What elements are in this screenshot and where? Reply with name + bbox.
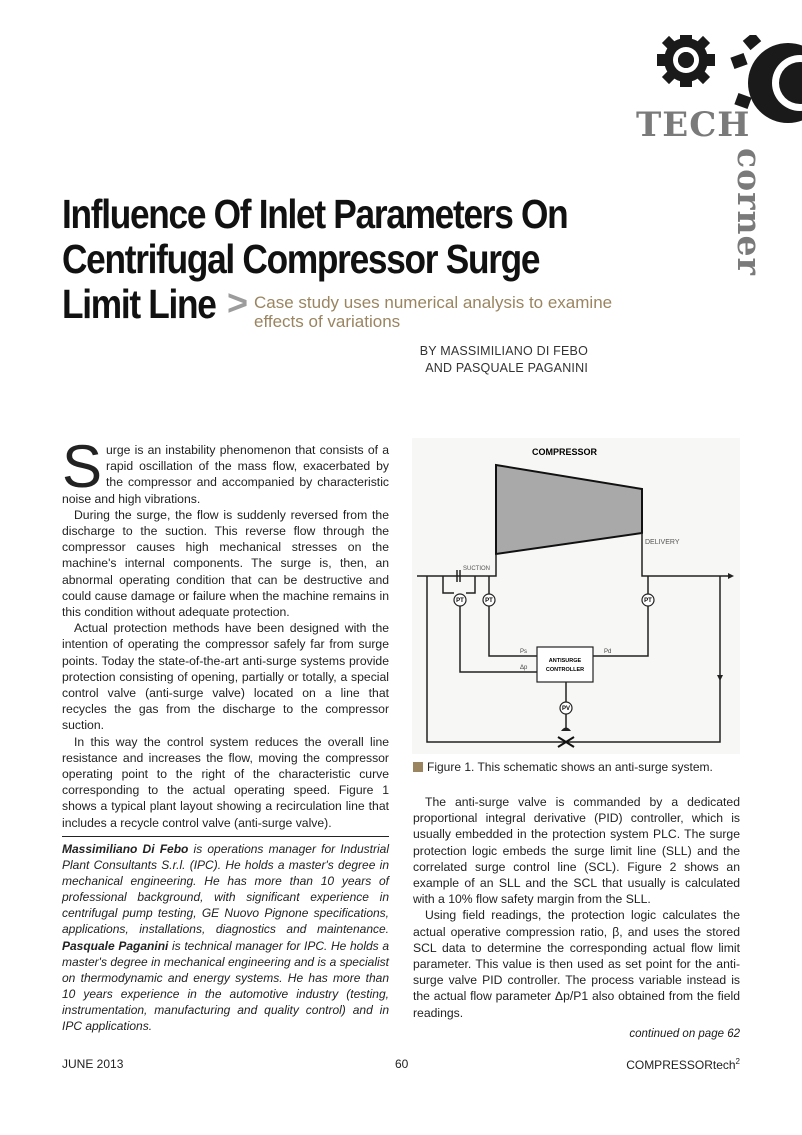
svg-text:Pd: Pd — [604, 649, 612, 655]
bio-text: is operations manager for Industrial Plant Consultants S.r.l. (IPC). He holds a master's degree in mechanical engineering. He has more than 10 years of professional background, with significant experience in centrifugal pump testing, GE Nuovo Pignone specifications, applications, installations, diagnostics and maintenance. — [62, 842, 389, 937]
right-column — [413, 794, 740, 1021]
article-deck: Case study uses numerical analysis to examine effects of variations — [254, 293, 613, 331]
continued-note: continued on page 62 — [629, 1028, 740, 1040]
title-line: Centrifugal Compressor Surge — [62, 236, 540, 282]
logo-word-tech: TECH — [636, 105, 751, 145]
footer-page-number: 60 — [395, 1057, 409, 1071]
antisurge-controller — [537, 647, 593, 682]
bio-text: is technical manager for IPC. He holds a master's degree in mechanical engineering and is a specialist on thermodynamic and energy systems. He has more than 10 years experience in the automotive industry (testing, instrumentation, manufacturing and quality control) and in IPC applications. — [62, 938, 389, 1034]
paragraph: Actual protection methods have been designed with the intention of operating the compressor safely far from surge points. Today the state-of-the-art anti-surge systems provide protection consisting of opening, partially or totally, a special control valve (anti-surge valve) located on a line that recycles the gas from the discharge to the compressor suction. — [62, 621, 389, 733]
svg-text:PT: PT — [456, 598, 464, 604]
title-separator: > — [227, 282, 249, 323]
label-suction: SUCTION — [463, 566, 490, 572]
drop-cap: S — [62, 433, 103, 500]
logo-word-corner: corner — [730, 148, 769, 276]
paragraph: During the surge, the flow is suddenly reversed from the discharge to the suction. This reverse flow through the compressor causes high mechanical stresses on the machine's internal components. The surge is, then, an abnormal operating condition that can be destructive and could cause damage or failure when the machine remains in this condition without adequate protection. — [62, 507, 389, 620]
anti-surge-schematic — [400, 430, 802, 760]
paragraph — [62, 433, 389, 507]
magazine-superscript: 2 — [735, 1057, 740, 1066]
svg-text:Ps: Ps — [520, 649, 528, 655]
caption-marker — [413, 762, 423, 772]
svg-text:CONTROLLER: CONTROLLER — [545, 667, 585, 673]
footer-date: JUNE 2013 — [62, 1057, 124, 1071]
byline-line: AND PASQUALE PAGANINI — [425, 361, 588, 375]
author-name: Massimiliano Di Febo — [62, 842, 189, 856]
caption-text: Figure 1. This schematic shows an anti-surge system. — [427, 760, 713, 774]
figure-1 — [400, 430, 802, 760]
svg-text:PT: PT — [644, 598, 652, 604]
title-line: Influence Of Inlet Parameters On — [62, 191, 568, 237]
svg-text:ANTISURGE: ANTISURGE — [548, 658, 582, 664]
figure-caption — [413, 760, 713, 774]
paragraph: The anti-surge valve is commanded by a dedicated proportional integral derivative (PID) controller, which is usually embedded in the protection system PLC. The surge protection logic embeds the surge limit line (SLL) and the correlated surge control line (SCL). Figure 2 shows an example of an SLL and the SCL that usually is calculated with a 10% flow safety margin from the SLL. — [413, 795, 740, 907]
divider — [62, 836, 389, 837]
byline — [420, 343, 588, 377]
label-delivery: DELIVERY — [645, 539, 680, 546]
left-column — [62, 433, 389, 831]
paragraph-text: urge is an instability phenomenon that consists of a rapid oscillation of the mass flow, exacerbated by the compressor and accompanied by characteristic noise and high vibrations. — [62, 443, 389, 506]
svg-text:Δp: Δp — [520, 665, 528, 671]
svg-text:PV: PV — [561, 706, 571, 712]
author-bio — [62, 841, 389, 1034]
magazine-name: COMPRESSORtech — [626, 1058, 736, 1072]
byline-line: BY MASSIMILIANO DI FEBO — [419, 344, 588, 358]
paragraph: In this way the control system reduces the overall line resistance and increases the flow, moving the compressor operating point to the right of the characteristic curve corresponding to the actual operating speed. Figure 1 shows a typical plant layout showing a recirculation line that includes a recycle control valve (anti-surge valve). — [62, 734, 389, 830]
paragraph: Using field readings, the protection logic calculates the actual operative compression ratio, β, and uses the stored SCL data to determine the corresponding actual flow limit parameter. This value is then used as set point for the anti-surge valve PID controller. The process variable instead is the actual flow parameter Δp/P1 also obtained from the field readings. — [413, 908, 740, 1020]
footer-magazine — [626, 1057, 740, 1072]
svg-text:PT: PT — [485, 598, 493, 604]
title-line: Limit Line — [62, 281, 216, 327]
label-compressor: COMPRESSOR — [532, 447, 598, 457]
author-name: Pasquale Paganini — [62, 938, 169, 953]
